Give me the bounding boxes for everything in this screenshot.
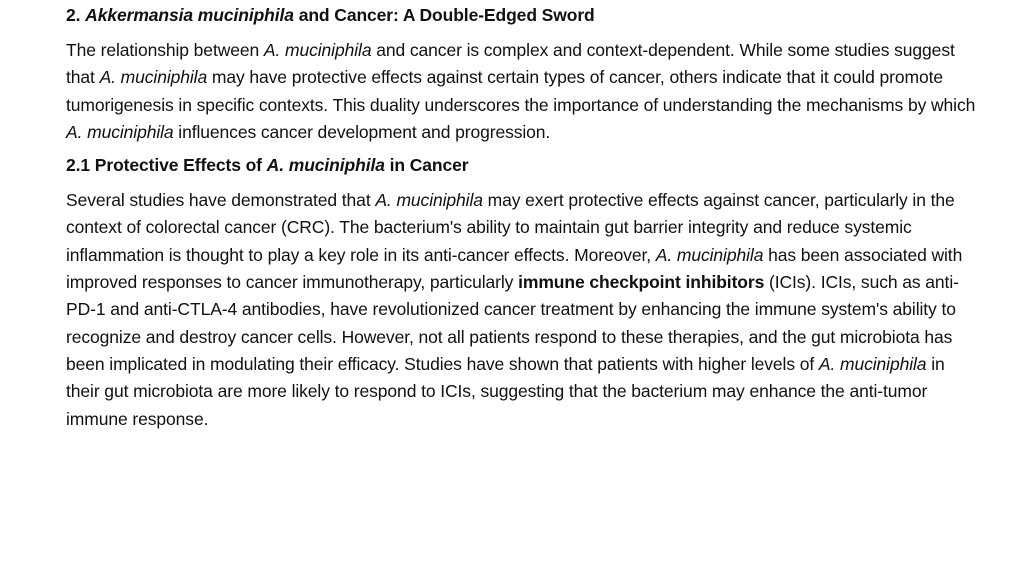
para-bold-term: immune checkpoint inhibitors (518, 272, 765, 293)
para-text: and cancer is complex and context-dependent. While some studies suggest that (66, 40, 955, 88)
para-text: influences cancer development and progression. (173, 121, 551, 142)
para-text: Several studies have demonstrated that (66, 190, 376, 211)
heading-italic-species: A. muciniphila (266, 155, 385, 176)
para-text: The relationship between (66, 40, 264, 60)
section-2-heading (66, 2, 978, 29)
para-italic-species: A. muciniphila (818, 353, 927, 374)
para-text: may have protective effects against certain types of cancer, others indicate that it could promote tumorigenesis in specific contexts. This duality underscores the importance of understanding the mechanisms by which (66, 67, 976, 115)
section-2-1-heading (66, 152, 978, 179)
heading-suffix: in Cancer (384, 155, 469, 176)
para-text: in their gut microbiota are more likely to respond to ICIs, suggesting that the bacterium may enhance the anti-tumor immune response. (66, 353, 945, 429)
para-italic-species: A. muciniphila (99, 67, 208, 88)
document-page (66, 2, 978, 439)
para-italic-species: A. muciniphila (263, 40, 372, 60)
section-number: 2. (66, 5, 81, 25)
section-2-paragraph (66, 37, 978, 146)
heading-italic-species: Akkermansia muciniphila (85, 5, 294, 25)
para-text: has been associated with improved responses to cancer immunotherapy, particularly (66, 244, 963, 293)
heading-title-rest: and Cancer: A Double-Edged Sword (298, 5, 595, 25)
section-2-1-paragraph (66, 187, 978, 433)
para-italic-species: A. muciniphila (66, 121, 174, 142)
para-italic-species: A. muciniphila (655, 244, 764, 265)
para-text: may exert protective effects against cancer, particularly in the context of colorectal cancer (CRC). The bacterium's ability to maintain gut barrier integrity and reduce systemic inflammation is thought to play a key role in its anti-cancer effects. Moreover, (66, 190, 955, 265)
para-italic-species: A. muciniphila (375, 190, 483, 211)
para-text: (ICIs). ICIs, such as anti-PD-1 and anti-CTLA-4 antibodies, have revolutionized cancer treatment by enhancing the immune system's ability to recognize and destroy cancer cells. However, not all patients respond to these therapies, and the gut microbiota has been implicated in modulating their efficacy. Studies have shown that patients with higher levels of (66, 272, 959, 374)
heading-prefix: 2.1 Protective Effects of (66, 155, 267, 176)
